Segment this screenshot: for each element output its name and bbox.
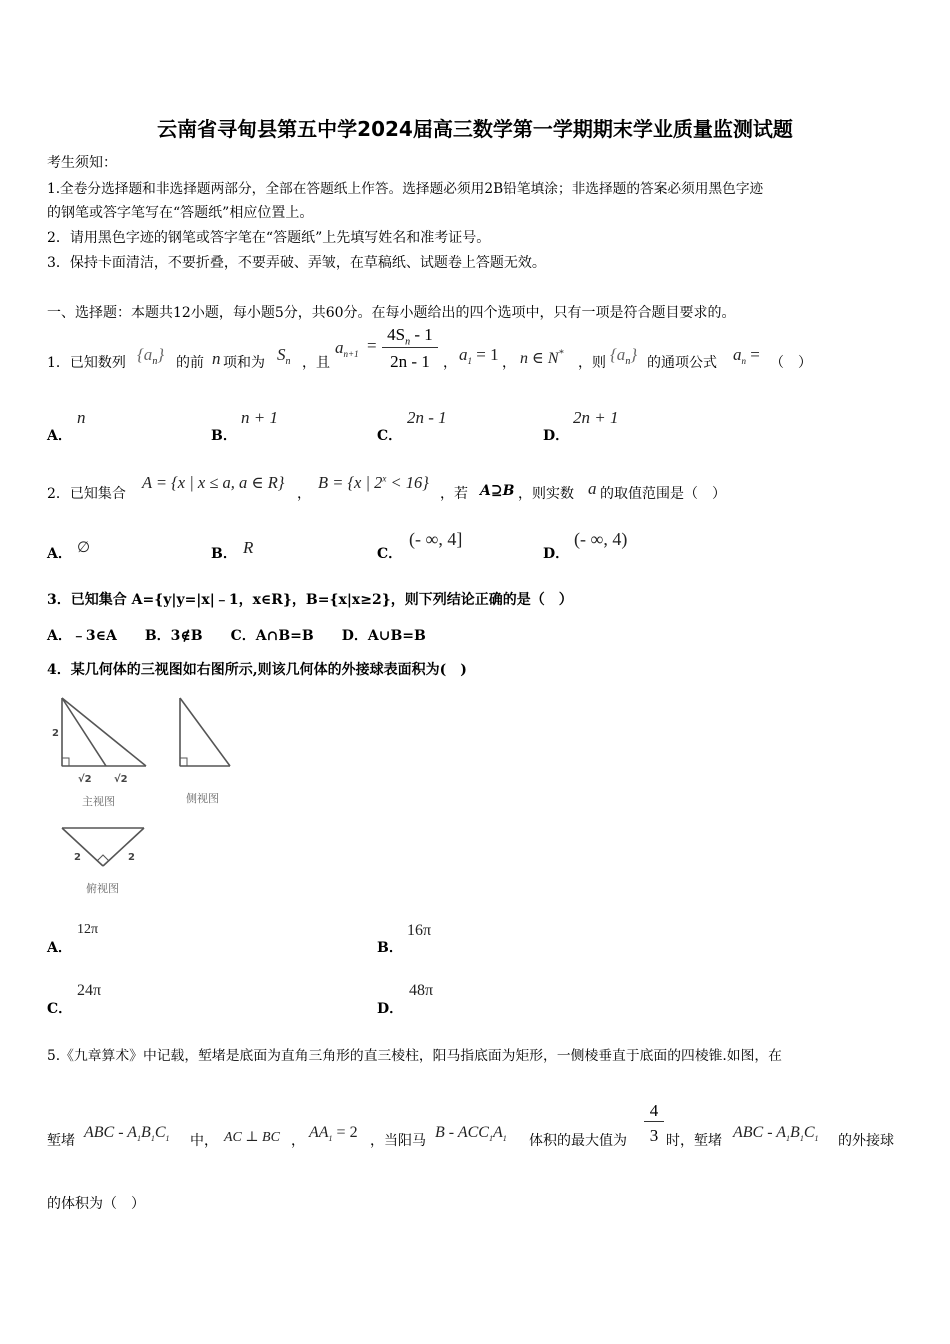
q4-option-a-value: 12π (77, 922, 99, 937)
q5-comma: ， (291, 1133, 305, 1149)
q1-text-e: ，则 (578, 355, 606, 371)
q1-a-n1: $a_{n+1}$ (335, 338, 359, 360)
q5-text-b: 中， (190, 1133, 218, 1149)
q1-a1: $a_1 = 1$ (459, 345, 499, 367)
notice-line-1: 1.全卷分选择题和非选择题两部分，全部在答题纸上作答。选择题必须用2B铅笔填涂；非选择题的答案必须用黑色字迹 (47, 181, 764, 197)
side-view-shape (180, 698, 230, 766)
q1-comma-1: ， (443, 355, 457, 371)
top-left-edge-label: 2 (74, 852, 81, 863)
q1-option-d-label[interactable]: D． (543, 428, 570, 444)
q5-text-f: 的外接球 (838, 1133, 894, 1149)
q1-frac-num: $4S_n - 1$ (382, 325, 438, 348)
q5-text-e: 时，堑堵 (666, 1133, 722, 1149)
q2-set-b: B = {x | $2^x < 16$} (318, 473, 429, 492)
q2-option-d-value: (- ∞, 4) (574, 529, 628, 549)
q2-comma: ， (297, 486, 311, 502)
section-heading: 一、选择题：本题共12小题，每小题5分，共60分。在每小题给出的四个选项中，只有一项是符合题目要求的。 (47, 305, 736, 321)
q1-S: $S_n$ (277, 345, 291, 368)
notice-line-1b: 的钢笔或答字笔写在“答题纸”相应位置上。 (47, 205, 314, 221)
q1-comma-2: ， (502, 355, 516, 371)
q5-line-3: 的体积为（ ） (47, 1196, 145, 1212)
q1-nN: n ∈ N* (520, 348, 564, 367)
q5-text-c: ，当阳马 (370, 1133, 426, 1149)
q5-prism: ABC - $A_1B_1C_1$ (84, 1124, 170, 1144)
q5-frac-num: 4 (644, 1101, 664, 1122)
q4-option-c-value: 24π (77, 982, 102, 999)
q5-line-1: 5.《九章算术》中记载，堑堵是底面为直角三角形的直三棱柱，阳马指底面为矩形，一侧棱垂直于底面的四棱锥.如图，在 (47, 1048, 782, 1064)
q1-option-a-value: n (77, 408, 86, 427)
q2-option-c-label[interactable]: C． (377, 546, 403, 562)
q4-option-a-label[interactable]: A． (47, 940, 72, 956)
q1-seq: $\{a_n\}$ (137, 345, 165, 368)
q2-text-b: ，若 (440, 486, 468, 502)
q5-text-a: 堑堵 (47, 1133, 75, 1149)
q1-an: $a_n$ = (733, 345, 760, 367)
notice-heading: 考生须知： (47, 155, 117, 171)
q4-text: 4．某几何体的三视图如右图所示,则该几何体的外接球表面积为( ) (47, 662, 467, 678)
q4-three-view-figure (48, 690, 248, 900)
q2-option-a-value: ∅ (77, 540, 91, 556)
q2-option-a-label[interactable]: A． (47, 546, 72, 562)
q3-options[interactable]: A．﹣3∈A B．3∉B C．A∩B=B D．A∪B=B (47, 628, 426, 644)
side-view-label: 侧视图 (186, 792, 219, 805)
q5-text-d: 体积的最大值为 (529, 1133, 627, 1149)
front-height-label: 2 (52, 728, 59, 739)
q2-text-a: 2．已知集合 (47, 486, 126, 502)
q5-prism-2: ABC - $A_1B_1C_1$ (733, 1124, 819, 1144)
front-view-label: 主视图 (82, 795, 115, 808)
q2-text-d: 的取值范围是（ ） (600, 486, 726, 502)
front-root2-label-2: √2 (114, 774, 128, 785)
q2-option-c-value: (- ∞, 4] (409, 529, 463, 549)
q4-option-d-value: 48π (409, 982, 434, 999)
front-root2-label-1: √2 (78, 774, 92, 785)
q2-option-d-label[interactable]: D． (543, 546, 570, 562)
q1-seq-2: $\{a_n\}$ (610, 345, 638, 368)
q1-option-b-value: n + 1 (241, 408, 278, 427)
q1-frac-den: 2n - 1 (390, 352, 430, 371)
q5-aa1: $AA_1 = 2$ (309, 1124, 358, 1144)
notice-line-2: 2．请用黑色字迹的钢笔或答字笔在“答题纸”上先填写姓名和准考证号。 (47, 230, 491, 246)
q3-text: 3．已知集合 A={y|y=|x|﹣1，x∈R}，B={x|x≥2}，则下列结论正确的是（ ） (47, 592, 573, 608)
q2-set-a: A = {x | x ≤ a, a ∈ R} (142, 473, 285, 492)
q1-text-b: 的前 (176, 355, 204, 371)
q1-text-c: 项和为 (223, 355, 265, 371)
q2-option-b-label[interactable]: B． (211, 546, 237, 562)
front-view-shape (62, 698, 146, 766)
q1-text-d: ，且 (302, 355, 330, 371)
q1-option-b-label[interactable]: B． (211, 428, 237, 444)
q2-relation: A⊇B (480, 483, 515, 499)
q2-text-c: ，则实数 (518, 486, 574, 502)
q1-option-c-value: 2n - 1 (407, 408, 447, 427)
q2-a: a (588, 479, 597, 498)
q5-yangma: B - $ACC_1A_1$ (435, 1124, 507, 1144)
q5-frac-den: 3 (649, 1126, 659, 1145)
q4-option-b-label[interactable]: B． (377, 940, 403, 956)
q1-option-a-label[interactable]: A． (47, 428, 72, 444)
q4-option-d-label[interactable]: D． (377, 1001, 404, 1017)
q1-text-a: 1．已知数列 (47, 355, 126, 371)
notice-line-3: 3．保持卡面清洁，不要折叠，不要弄破、弄皱，在草稿纸、试题卷上答题无效。 (47, 255, 546, 271)
top-view-label: 俯视图 (86, 882, 119, 895)
q1-option-d-value: 2n + 1 (573, 408, 619, 427)
q1-paren: （ ） (770, 355, 812, 371)
q4-option-b-value: 16π (407, 922, 432, 939)
q5-perp: AC ⊥ BC (224, 1130, 280, 1145)
q1-n: n (212, 349, 221, 368)
q1-text-f: 的通项公式 (647, 355, 717, 371)
q1-option-c-label[interactable]: C． (377, 428, 403, 444)
top-right-edge-label: 2 (128, 852, 135, 863)
q4-option-c-label[interactable]: C． (47, 1001, 73, 1017)
page-title: 云南省寻甸县第五中学2024届高三数学第一学期期末学业质量监测试题 (157, 117, 793, 141)
q1-eq: = (367, 336, 377, 355)
q2-option-b-value: R (243, 538, 254, 557)
